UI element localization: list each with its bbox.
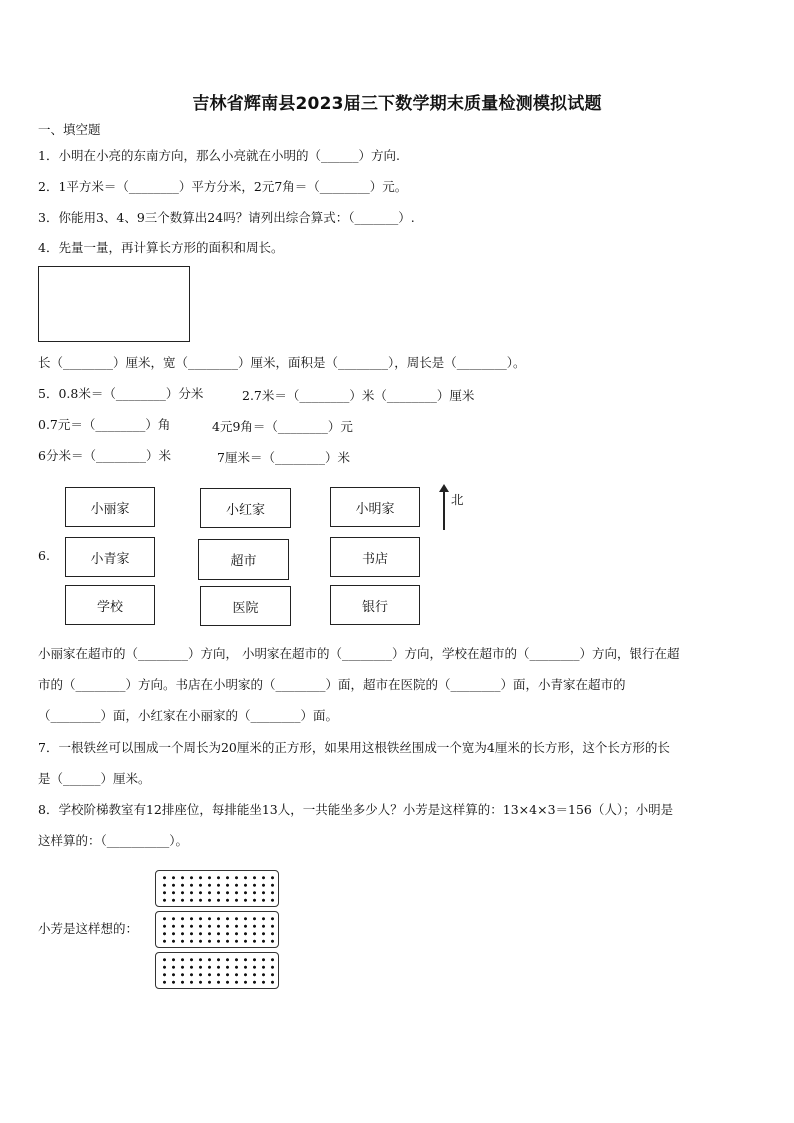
question-6-number: 6. (38, 548, 50, 563)
question-5-f: 7厘米＝（________）米 (217, 450, 350, 465)
question-5-d: 4元9角＝（________）元 (212, 419, 353, 434)
seat-group (155, 952, 279, 989)
section-heading: 一、填空题 (38, 122, 101, 137)
seat-group (155, 911, 279, 948)
question-3: 3．你能用3、4、9三个数算出24吗？请列出综合算式：（_______）. (38, 210, 415, 225)
map-box: 小红家 (200, 488, 291, 528)
seat-dots (160, 915, 276, 945)
page-title: 吉林省辉南县2023届三下数学期末质量检测模拟试题 (192, 94, 602, 114)
question-7-line-1: 7．一根铁丝可以围成一个周长为20厘米的正方形，如果用这根铁丝围成一个宽为4厘米的长方形，这个长方形的长 (38, 740, 670, 755)
seat-dots (160, 956, 276, 986)
question-6-line-3: （________）面，小红家在小丽家的（________）面。 (38, 708, 339, 723)
map-box: 小明家 (330, 487, 420, 527)
question-4-answer: 长（________）厘米，宽（________）厘米，面积是（________），周长是（________）。 (38, 355, 526, 370)
question-6-line-1: 小丽家在超市的（________）方向， 小明家在超市的（________）方向，学校在超市的（________）方向，银行在超 (38, 646, 680, 661)
question-8-label: 小芳是这样想的： (38, 921, 139, 936)
measure-rectangle (38, 266, 190, 342)
question-6-line-2: 市的（________）方向。书店在小明家的（________）面，超市在医院的（________）面，小青家在超市的 (38, 677, 626, 692)
seat-dots (160, 874, 276, 904)
question-8-line-2: 这样算的：（__________）。 (38, 833, 189, 848)
question-1: 1．小明在小亮的东南方向，那么小亮就在小明的（______）方向. (38, 148, 400, 163)
question-2: 2．1平方米＝（________）平方分米，2元7角＝（________）元。 (38, 179, 408, 194)
north-arrow-icon (443, 490, 445, 530)
map-box: 医院 (200, 586, 291, 626)
north-label: 北 (451, 492, 464, 507)
map-box: 超市 (198, 539, 289, 580)
question-5-b: 2.7米＝（________）米（________）厘米 (242, 388, 475, 403)
question-5-a: 5．0.8米＝（________）分米 (38, 386, 204, 401)
question-4: 4．先量一量，再计算长方形的面积和周长。 (38, 240, 284, 255)
question-5-c: 0.7元＝（________）角 (38, 417, 171, 432)
map-box: 小青家 (65, 537, 155, 577)
question-7-line-2: 是（______）厘米。 (38, 771, 151, 786)
map-box: 学校 (65, 585, 155, 625)
question-5-e: 6分米＝（________）米 (38, 448, 171, 463)
seat-group (155, 870, 279, 907)
question-8-line-1: 8．学校阶梯教室有12排座位，每排能坐13人，一共能坐多少人？小芳是这样算的：13×4×3＝156（人）；小明是 (38, 802, 674, 817)
map-box: 书店 (330, 537, 420, 577)
map-box: 小丽家 (65, 487, 155, 527)
map-box: 银行 (330, 585, 420, 625)
